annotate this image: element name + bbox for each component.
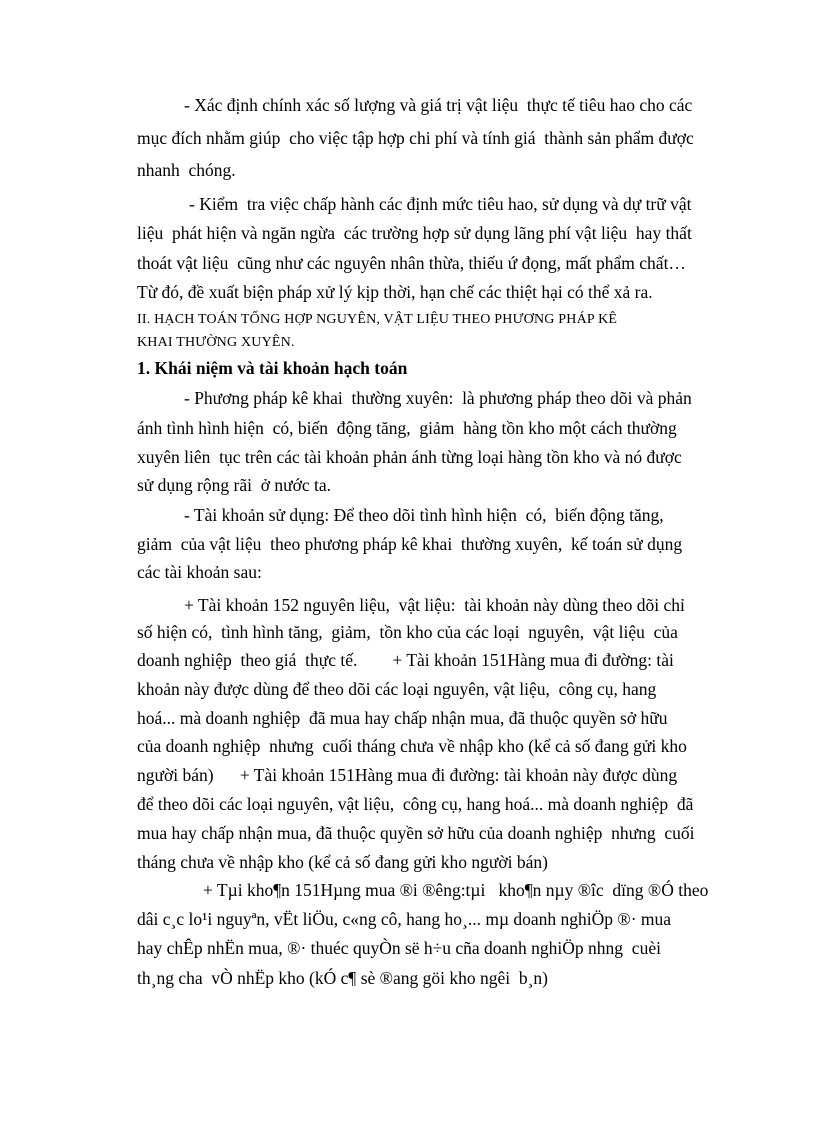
text-line: của doanh nghiệp nhưng cuối tháng chưa về nhập kho (kể cả số đang gửi kho <box>137 736 687 756</box>
subsection-heading: 1. Khái niệm và tài khoản hạch toán <box>137 358 408 378</box>
section-heading: II. HẠCH TOÁN TỔNG HỢP NGUYÊN, VẬT LIỆU THEO PHƯƠNG PHÁP KÊ <box>137 312 618 327</box>
text-line: tháng chưa về nhập kho (kể cả số đang gửi kho người bán) <box>137 852 548 872</box>
text-line: Từ đó, đề xuất biện pháp xử lý kịp thời, hạn chế các thiệt hại có thể xả ra. <box>137 282 653 302</box>
text-line: - Xác định chính xác số lượng và giá trị vật liệu thực tế tiêu hao cho các <box>184 95 693 115</box>
text-line: số hiện có, tình hình tăng, giảm, tồn kho của các loại nguyên, vật liệu của <box>137 622 678 642</box>
text-line: th¸ng cha vÒ nhËp kho (kÓ c¶ sè ®ang göi kho ngêi b¸n) <box>137 968 549 988</box>
text-line: để theo dõi các loại nguyên, vật liệu, công cụ, hang hoá... mà doanh nghiệp đã <box>137 794 694 814</box>
text-line: mua hay chấp nhận mua, đã thuộc quyền sở hữu của doanh nghiệp nhưng cuối <box>137 823 695 843</box>
text-line: thoát vật liệu cũng như các nguyên nhân thừa, thiếu ứ đọng, mất phẩm chất… <box>137 253 686 273</box>
text-line: ánh tình hình hiện có, biến động tăng, giảm hàng tồn kho một cách thường <box>137 418 677 438</box>
text-line: + Tµi kho¶n 151Hµng mua ®i ®êng:tµi kho¶n nµy ®îc dïng ®Ó theo <box>203 880 709 900</box>
text-line: xuyên liên tục trên các tài khoản phản ánh từng loại hàng tồn kho và nó được <box>137 447 682 467</box>
text-line: người bán) + Tài khoản 151Hàng mua đi đường: tài khoản này được dùng <box>137 765 678 785</box>
text-line: các tài khoản sau: <box>137 562 262 582</box>
text-line: - Phương pháp kê khai thường xuyên: là phương pháp theo dõi và phản <box>184 388 692 408</box>
text-line: doanh nghiệp theo giá thực tế. + Tài khoản 151Hàng mua đi đường: tài <box>137 650 674 670</box>
text-line: khoản này được dùng để theo dõi các loại nguyên, vật liệu, công cụ, hang <box>137 679 657 699</box>
text-line: dâi c¸c lo¹i nguyªn, vËt liÖu, c«ng cô, hang ho¸... mµ doanh nghiÖp ®· mua <box>137 909 672 929</box>
text-line: giảm của vật liệu theo phương pháp kê khai thường xuyên, kế toán sử dụng <box>137 534 683 554</box>
text-line: - Kiểm tra việc chấp hành các định mức tiêu hao, sử dụng và dự trữ vật <box>189 194 692 214</box>
text-line: liệu phát hiện và ngăn ngừa các trường hợp sử dụng lãng phí vật liệu hay thất <box>137 223 692 243</box>
text-line: mục đích nhằm giúp cho việc tập hợp chi phí và tính giá thành sản phẩm được <box>137 128 694 148</box>
section-heading: KHAI THƯỜNG XUYÊN. <box>137 335 295 350</box>
text-line: nhanh chóng. <box>137 160 236 180</box>
text-line: - Tài khoản sử dụng: Để theo dõi tình hình hiện có, biến động tăng, <box>184 505 664 525</box>
text-line: hay chÊp nhËn mua, ®· thuéc quyÒn së h÷u cña doanh nghiÖp nhng cuèi <box>137 938 661 958</box>
text-line: + Tài khoản 152 nguyên liệu, vật liệu: tài khoản này dùng theo dõi chỉ <box>184 595 685 615</box>
text-line: sử dụng rộng rãi ở nước ta. <box>137 475 331 495</box>
text-line: hoá... mà doanh nghiệp đã mua hay chấp nhận mua, đã thuộc quyền sở hữu <box>137 708 668 728</box>
